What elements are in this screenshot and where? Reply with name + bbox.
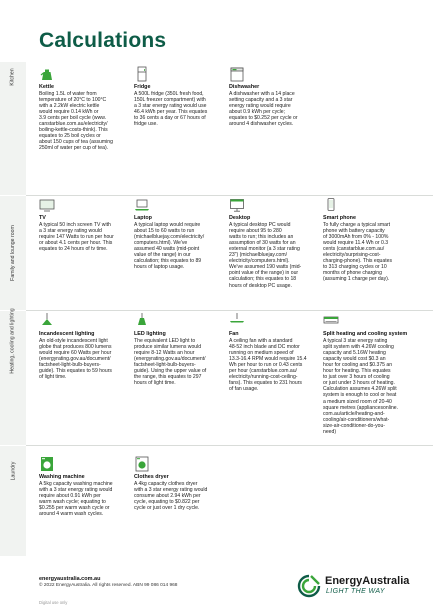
item-kettle: Kettle Boiling 1.5L of water from temperature of 20°C to 100°C with a 2.2kW electric kettle would require 0.14 kWh or 3.9 cents per boil cycle (www. canstarblue.com.au/electricity/ boiling-kettle-costs-think). This equates to 25 boil cycles or about 150 cups of tea (assuming 250ml of water per cup of tea). [39,66,125,152]
item-fridge: Fridge A 500L fridge (350L fresh food, 150L freezer compartment) with a 3 star energy rating would use 46.4 kWh per year. This equates to 36 cents a day or 67 hours of fridge use. [134,66,220,127]
section-divider [26,445,433,446]
fan-icon [229,313,245,329]
air-conditioner-icon [323,313,339,329]
tv-icon [39,197,55,213]
item-fan: Fan A ceiling fan with a standard 48-52 inch blade and DC motor running on medium speed of 13.3-16.4 RPM would require 15.4 Wh per hour to run or 0.43 cents per hour (canstarblue.com.au/ electricity/running-cost-ceiling- fans). This equates to 231 hours of fan usage. [229,313,315,392]
led-light-icon [134,313,150,329]
kettle-icon [39,66,55,82]
desktop-icon [229,197,245,213]
fridge-icon [134,66,150,82]
washing-machine-icon [39,456,55,472]
footer-copyright: © 2022 EnergyAustralia. All rights reserved. ABN 99 086 014 968 [39,583,178,588]
laptop-icon [134,197,150,213]
clothes-dryer-icon [134,456,150,472]
item-laptop: Laptop A typical laptop would require about 15 to 60 watts to run (michaelbluejay.com/electricity/ computers.html). We've assumed 40 watts (mid-point value of the range) in our calculation; this equates to 89 hours of laptop usage. [134,197,220,270]
item-desktop: Desktop A typical desktop PC would require about 95 to 280 watts to run; this includes an assumption of 30 watts for an external monitor (a 3 star rating 23") (michaelbluejay.com/ electricity/computers.html). We've assumed 190 watts (mid- point value of the range) in our calculation; this equates to 18 hours of desktop PC usage. [229,197,315,289]
section-label-laundry: Laundry [10,461,16,481]
smartphone-icon [323,197,339,213]
logo-name: EnergyAustralia [325,575,410,587]
section-label-family: Family and lounge room [10,225,16,281]
item-clothes-dryer: Clothes dryer A 4kg capacity clothes dryer with a 3 star energy rating would consume about 2.94 kWh per cycle, equating to $0.822 per cycle or just over 1 dry cycle. [134,456,220,511]
logo-mark-icon [297,574,321,598]
energyaustralia-logo [297,574,410,598]
dishwasher-icon [229,66,245,82]
section-label-heating: Heating, cooling and lighting [10,308,16,374]
pendant-lamp-icon [39,313,55,329]
footer-note: Digital use only [39,600,68,605]
section-divider [26,195,433,196]
logo-tagline: LIGHT THE WAY [326,588,386,595]
section-divider [26,310,433,311]
item-tv: TV A typical 50 inch screen TV with a 3 star energy rating would require 147 Watts to run per hour or about 4.1 cents per hour. This equates to 24 hours of tv time. [39,197,125,252]
item-split-system: Split heating and cooling system A typical 3 star energy rating split system with 4.26W cooling capacity and 5.16W heating capacity would cost $0.3 an hour for cooling and $0.375 an hour for heating. This equates to just over 3 hours of cooling or just under 3 hours of heating. Calculation assumes 4.26W split system is enough to cool or heat a medium sized room of 20-40 square metres (appliancesonline. com.au/article/heating-and- cooling/air-conditioners/what- size-air-conditioner-do-you- need) [323,313,415,435]
page-title: Calculations [39,29,167,52]
section-label-kitchen: Kitchen [10,68,16,86]
item-dishwasher: Dishwasher A dishwasher with a 14 place setting capacity and a 3 star energy rating would require about 0.9 kWh per cycle; equates to $0.252 per cycle or around 4 dishwasher cycles. [229,66,315,127]
item-incandescent-lighting: Incandescent lighting An old-style incandescent light globe that produces 800 lumens would require 60 Watts per hour (energyrating.gov.au/document/ factsheet-light-bulb-buyers- guide). This equates to 59 hours of light time. [39,313,125,380]
footer-url[interactable]: energyaustralia.com.au [39,576,101,582]
item-washing-machine: Washing machine A 5kg capacity washing machine with a 3 star energy rating would require about 0.91 kWh per warm wash cycle; equating to $0.255 per warm wash cycle or around 4 warm wash cycles. [39,456,125,517]
item-smart-phone: Smart phone To fully charge a typical smart phone with battery capacity of 3000mAh from 0% - 100% would require 11.4 Wh or 0.3 cents (canstarblue.com.au/ electricity/surprising-cost- charging-phone). This equates to 313 charging cycles or 10 months of phone charging (assuming 1 charge per day). [323,197,413,283]
item-led-lighting: LED lighting The equivalent LED light to produce similar lumens would require 8-12 Watts an hour (energyrating.gov.au/document/ factsheet-light-bulb-buyers- guide). Using the upper value of the range, this equates to 297 hours of light time. [134,313,220,386]
